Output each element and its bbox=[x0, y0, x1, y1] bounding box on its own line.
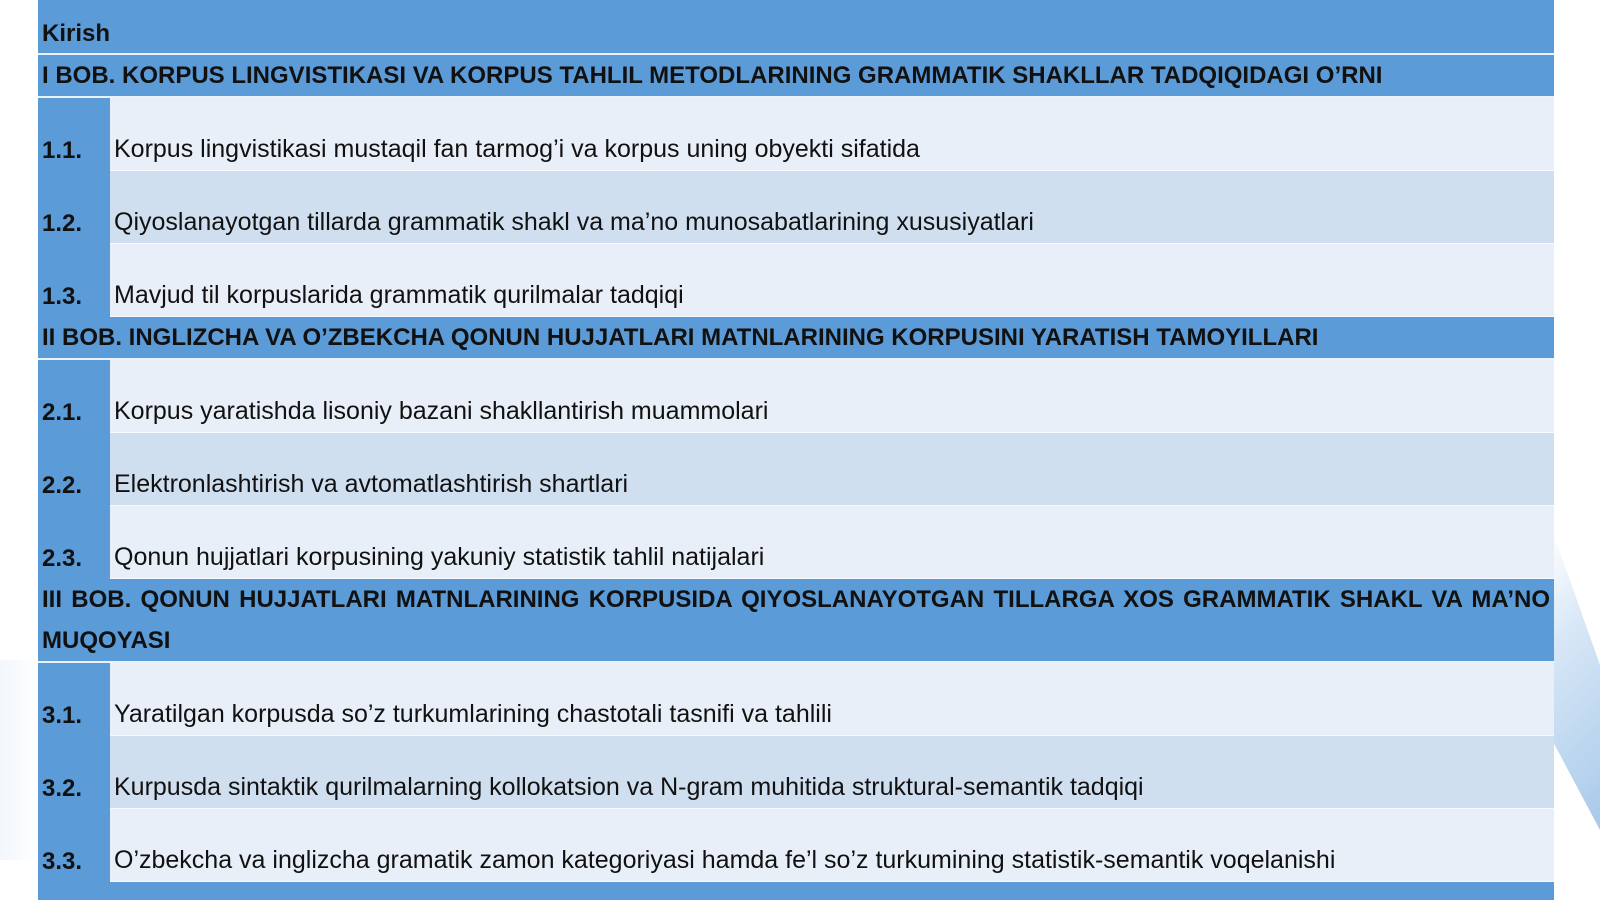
table-of-contents bbox=[38, 0, 1554, 900]
section-title: Yaratilgan korpusda so’z turkumlarining chastotali tasnifi va tahlili bbox=[110, 663, 1554, 736]
section-row[interactable] bbox=[38, 98, 1554, 171]
section-row[interactable] bbox=[38, 171, 1554, 244]
table-footer-bar bbox=[38, 882, 1554, 900]
section-title: Elektronlashtirish va avtomatlashtirish shartlari bbox=[110, 433, 1554, 506]
section-title: Mavjud til korpuslarida grammatik qurilmalar tadqiqi bbox=[110, 244, 1554, 317]
intro-label: Kirish bbox=[42, 20, 111, 47]
section-row[interactable] bbox=[38, 433, 1554, 506]
section-title: Korpus yaratishda lisoniy bazani shakllantirish muammolari bbox=[110, 360, 1554, 433]
section-title: Korpus lingvistikasi mustaqil fan tarmog’i va korpus uning obyekti sifatida bbox=[110, 98, 1554, 171]
section-number: 1.3. bbox=[38, 244, 110, 317]
section-number: 1.1. bbox=[38, 98, 110, 171]
chapter-title: II BOB. INGLIZCHA VA O’ZBEKCHA QONUN HUJJATLARI MATNLARINING KORPUSINI YARATISH TAMOYILLARI bbox=[42, 324, 1319, 351]
section-title: Qiyoslanayotgan tillarda grammatik shakl va ma’no munosabatlarining xususiyatlari bbox=[110, 171, 1554, 244]
chapter-1-heading[interactable] bbox=[38, 55, 1554, 98]
section-number: 2.1. bbox=[38, 360, 110, 433]
section-number: 3.3. bbox=[38, 809, 110, 882]
section-row[interactable] bbox=[38, 736, 1554, 809]
section-number: 2.2. bbox=[38, 433, 110, 506]
toc-intro-row[interactable] bbox=[38, 0, 1554, 55]
section-number: 3.2. bbox=[38, 736, 110, 809]
section-row[interactable] bbox=[38, 809, 1554, 882]
chapter-2-heading[interactable] bbox=[38, 317, 1554, 360]
section-row[interactable] bbox=[38, 244, 1554, 317]
section-title: Qonun hujjatlari korpusining yakuniy statistik tahlil natijalari bbox=[110, 506, 1554, 579]
section-row[interactable] bbox=[38, 360, 1554, 433]
chapter-title: I BOB. KORPUS LINGVISTIKASI VA KORPUS TAHLIL METODLARINING GRAMMATIK SHAKLLAR TADQIQIDAGI O’RNI bbox=[42, 62, 1383, 89]
section-title: Kurpusda sintaktik qurilmalarning kollokatsion va N-gram muhitida struktural-semantik tadqiqi bbox=[110, 736, 1554, 809]
section-number: 1.2. bbox=[38, 171, 110, 244]
section-row[interactable] bbox=[38, 663, 1554, 736]
section-number: 2.3. bbox=[38, 506, 110, 579]
section-row[interactable] bbox=[38, 506, 1554, 579]
section-number: 3.1. bbox=[38, 663, 110, 736]
decorative-left-shade bbox=[0, 660, 40, 860]
section-title: O’zbekcha va inglizcha gramatik zamon kategoriyasi hamda fe’l so’z turkumining statistik-semantik voqelanishi bbox=[110, 809, 1554, 882]
decorative-corner-shape bbox=[1552, 530, 1600, 830]
chapter-3-heading[interactable] bbox=[38, 579, 1554, 663]
chapter-title: III BOB. QONUN HUJJATLARI MATNLARINING KORPUSIDA QIYOSLANAYOTGAN TILLARGA XOS GRAMMATIK SHAKL VA MA’NO MUQOYASI bbox=[42, 586, 1550, 654]
